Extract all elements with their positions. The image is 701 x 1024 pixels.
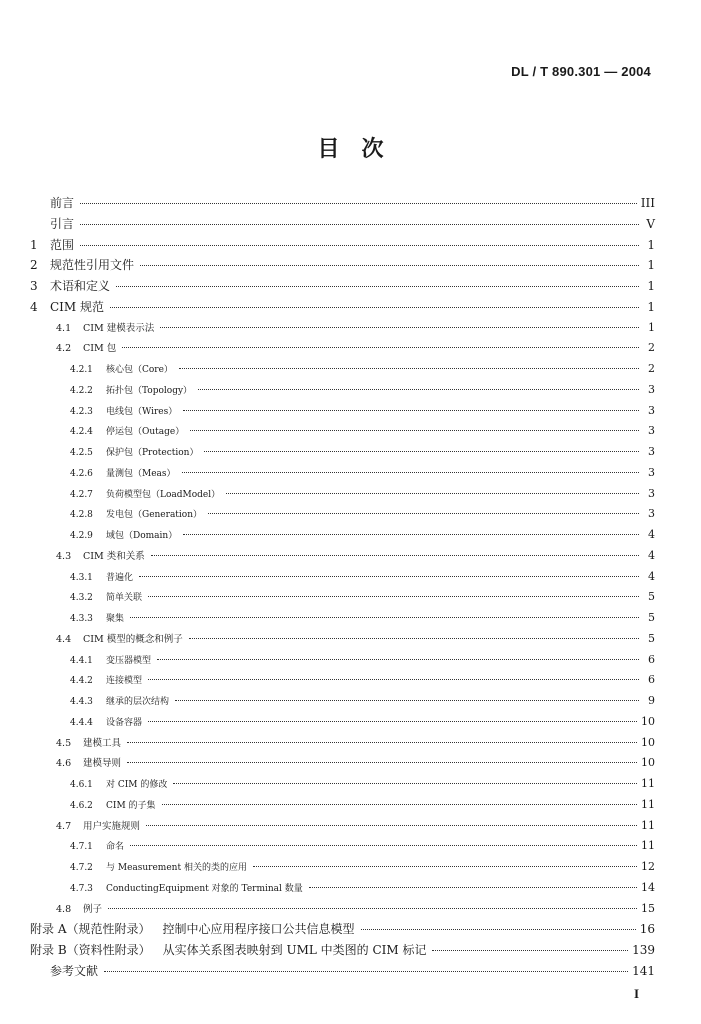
toc-entry[interactable] — [30, 587, 655, 608]
toc-entry[interactable] — [30, 338, 655, 359]
toc-entry-number: 4.4 — [56, 633, 72, 645]
dot-leader — [151, 555, 639, 556]
dot-leader — [204, 451, 639, 452]
dot-leader — [148, 596, 639, 597]
toc-entry-label: 电线包（Wires） — [106, 406, 178, 417]
toc-entry[interactable] — [30, 484, 655, 505]
toc-entry-number: 附录 A（规范性附录） — [30, 922, 151, 937]
toc-entry-page: 6 — [648, 673, 655, 687]
toc-entry-page: 4 — [648, 569, 655, 583]
toc-entry[interactable] — [30, 836, 655, 857]
toc-entry-label: 聚集 — [106, 614, 125, 624]
toc-entry-page: 3 — [648, 465, 655, 479]
toc-entry-number: 4.7 — [56, 820, 72, 832]
dot-leader — [183, 410, 639, 411]
dot-leader — [189, 638, 639, 639]
toc-entry-page: III — [640, 196, 655, 210]
toc-entry-number: 3 — [30, 279, 38, 293]
toc-entry-label: 负荷模型包（LoadModel） — [106, 489, 221, 500]
toc-entry-number: 4.2.5 — [70, 448, 93, 458]
dot-leader — [162, 804, 637, 805]
dot-leader — [130, 845, 637, 846]
toc-entry[interactable] — [30, 359, 655, 380]
toc-entry-page: 3 — [648, 382, 655, 396]
toc-entry-label: 连接模型 — [106, 676, 143, 687]
toc-entry-page: 11 — [641, 818, 655, 832]
toc-entry-number: 4.1 — [56, 322, 72, 334]
toc-entry-label: 量测包（Meas） — [106, 468, 176, 479]
toc-entry-label: CIM 类和关系 — [83, 550, 145, 562]
toc-entry-label: CIM 规范 — [50, 299, 105, 314]
toc-entry-label: 对 CIM 的修改 — [106, 780, 168, 790]
toc-entry-page: 1 — [647, 279, 655, 293]
toc-entry-page: 11 — [641, 839, 655, 853]
toc-entry[interactable] — [30, 380, 655, 401]
toc-entry-page: V — [646, 216, 655, 231]
table-of-contents — [30, 193, 655, 982]
toc-entry-page: 12 — [641, 860, 655, 873]
toc-entry-label: CIM 建模表示法 — [83, 322, 155, 334]
toc-entry-number: 4.3 — [56, 550, 72, 562]
toc-entry-page: 6 — [648, 652, 655, 666]
dot-leader — [183, 534, 639, 535]
toc-entry-page: 5 — [648, 631, 655, 645]
toc-entry-number: 4.6.1 — [70, 780, 93, 790]
toc-entry-number: 2 — [30, 258, 38, 273]
toc-entry-label: 继承的层次结构 — [106, 697, 170, 707]
toc-entry-page: 3 — [648, 445, 655, 458]
toc-entry-number: 4.2 — [56, 343, 72, 355]
toc-entry-page: 10 — [641, 756, 655, 770]
toc-entry-label: 命名 — [106, 842, 125, 853]
toc-entry-label: 参考文献 — [50, 963, 99, 978]
toc-entry-page: 9 — [648, 694, 655, 707]
toc-entry[interactable] — [30, 421, 655, 442]
dot-leader — [157, 659, 639, 660]
toc-entry-label: 核心包（Core） — [106, 365, 173, 375]
toc-entry[interactable] — [30, 235, 655, 256]
toc-entry[interactable] — [30, 297, 655, 318]
toc-entry-page: 11 — [641, 797, 655, 811]
toc-entry[interactable] — [30, 608, 655, 629]
dot-leader — [361, 929, 636, 930]
toc-entry-page: 10 — [641, 714, 655, 728]
dot-leader — [139, 576, 639, 577]
dot-leader — [173, 783, 637, 784]
dot-leader — [432, 950, 628, 951]
toc-entry-page: 5 — [648, 611, 655, 624]
toc-entry[interactable] — [30, 463, 655, 484]
dot-leader — [190, 430, 639, 431]
toc-entry[interactable] — [30, 795, 655, 816]
dot-leader — [179, 368, 639, 369]
toc-entry[interactable] — [30, 816, 655, 837]
dot-leader — [208, 513, 639, 514]
toc-entry-number: 4.2.8 — [70, 510, 93, 521]
dot-leader — [80, 224, 639, 225]
toc-entry-page: 5 — [648, 590, 655, 604]
dot-leader — [226, 493, 639, 494]
toc-entry[interactable] — [30, 878, 655, 899]
toc-entry-label: 变压器模型 — [106, 655, 152, 666]
toc-entry-label: 前言 — [50, 196, 75, 210]
toc-entry-label: 从实体关系图表映射到 UML 中类图的 CIM 标记 — [162, 943, 427, 957]
toc-entry-number: 4.2.3 — [70, 406, 93, 417]
toc-entry-page: 1 — [648, 320, 655, 334]
dot-leader — [116, 286, 639, 287]
toc-entry-number: 4.4.3 — [70, 697, 93, 707]
toc-entry-number: 4.8 — [56, 903, 72, 915]
toc-entry-label: 用户实施规则 — [83, 820, 141, 832]
toc-entry[interactable] — [30, 774, 655, 795]
toc-entry[interactable] — [30, 255, 655, 276]
dot-leader — [253, 866, 637, 867]
toc-entry[interactable] — [30, 629, 655, 650]
toc-entry-label: ConductingEquipment 对象的 Terminal 数量 — [106, 883, 303, 894]
toc-entry[interactable] — [30, 567, 655, 588]
page-number: I — [633, 986, 639, 1001]
toc-entry-number: 4.6 — [56, 758, 72, 770]
toc-entry-label: CIM 包 — [83, 343, 117, 355]
toc-entry-number: 4.7.2 — [70, 863, 93, 873]
toc-entry-page: 4 — [648, 528, 655, 541]
toc-entry-page: 3 — [648, 486, 655, 500]
toc-entry-label: 域包（Domain） — [106, 531, 178, 541]
toc-entry[interactable] — [30, 442, 655, 463]
dot-leader — [198, 389, 639, 390]
toc-entry-label: 保护包（Protection） — [106, 448, 199, 458]
toc-entry-label: 引言 — [50, 216, 75, 231]
toc-entry[interactable] — [30, 940, 655, 961]
toc-entry[interactable] — [30, 504, 655, 525]
toc-entry-label: 发电包（Generation） — [106, 510, 203, 521]
toc-entry[interactable] — [30, 712, 655, 733]
toc-entry-label: 控制中心应用程序接口公共信息模型 — [162, 922, 355, 937]
toc-entry-number: 4.2.9 — [70, 531, 93, 541]
toc-entry-number: 1 — [30, 237, 38, 252]
standard-code: DL / T 890.301 — 2004 — [511, 64, 651, 79]
dot-leader — [127, 762, 637, 763]
toc-entry[interactable] — [30, 857, 655, 878]
toc-entry[interactable] — [30, 193, 655, 214]
toc-entry-label: 术语和定义 — [50, 279, 111, 293]
toc-entry-label: 建模工具 — [83, 737, 122, 749]
toc-entry-number: 4.2.1 — [70, 365, 93, 375]
dot-leader — [127, 742, 637, 743]
toc-entry-page: 2 — [648, 362, 655, 375]
dot-leader — [108, 908, 637, 909]
toc-entry-page: 1 — [647, 258, 655, 273]
toc-entry[interactable] — [30, 401, 655, 422]
dot-leader — [122, 347, 639, 348]
toc-entry-number: 4.3.3 — [70, 614, 93, 624]
toc-entry-page: 16 — [639, 922, 655, 937]
toc-entry-page: 1 — [647, 299, 655, 314]
toc-entry[interactable] — [30, 919, 655, 940]
toc-entry-number: 4.3.2 — [70, 593, 93, 604]
toc-entry-label: 停运包（Outage） — [106, 427, 185, 438]
toc-entry-page: 4 — [648, 548, 655, 562]
toc-entry-page: 139 — [632, 943, 655, 957]
toc-entry-page: 15 — [641, 901, 655, 915]
toc-entry-number: 4.7.1 — [70, 842, 93, 853]
toc-entry-number: 4.2.7 — [70, 489, 93, 500]
toc-entry-number: 4.4.4 — [70, 717, 93, 728]
toc-entry[interactable] — [30, 276, 655, 297]
dot-leader — [146, 825, 637, 826]
toc-entry-label: 与 Measurement 相关的类的应用 — [106, 863, 247, 873]
page-title: 目 次 — [317, 137, 384, 162]
dot-leader — [104, 971, 628, 972]
toc-entry[interactable] — [30, 525, 655, 546]
toc-entry-number: 4.4.2 — [70, 676, 93, 687]
toc-entry-number: 附录 B（资料性附录） — [30, 943, 151, 957]
toc-entry-label: CIM 的子集 — [106, 800, 156, 811]
toc-entry-number: 4.2.2 — [70, 385, 93, 396]
toc-entry-number: 4.6.2 — [70, 800, 93, 811]
toc-entry[interactable] — [30, 546, 655, 567]
toc-entry-label: 建模导则 — [83, 758, 122, 770]
toc-entry-label: 普遍化 — [106, 572, 134, 583]
dot-leader — [309, 887, 637, 888]
dot-leader — [175, 700, 639, 701]
toc-entry-label: 范围 — [50, 237, 75, 252]
toc-entry-page: 11 — [641, 777, 655, 790]
toc-entry-page: 1 — [647, 237, 655, 252]
dot-leader — [110, 307, 639, 308]
toc-entry[interactable] — [30, 691, 655, 712]
toc-entry-number: 4.2.6 — [70, 468, 93, 479]
toc-entry[interactable] — [30, 670, 655, 691]
toc-entry-number: 4 — [30, 299, 38, 314]
dot-leader — [148, 721, 637, 722]
toc-entry[interactable] — [30, 214, 655, 235]
toc-entry-label: 规范性引用文件 — [50, 258, 135, 273]
toc-entry-page: 10 — [641, 735, 655, 749]
toc-entry[interactable] — [30, 318, 655, 339]
toc-entry[interactable] — [30, 753, 655, 774]
toc-entry-page: 2 — [648, 341, 655, 355]
toc-entry[interactable] — [30, 961, 655, 982]
dot-leader — [182, 472, 639, 473]
toc-entry-page: 3 — [648, 403, 655, 417]
dot-leader — [148, 679, 639, 680]
toc-entry[interactable] — [30, 733, 655, 754]
toc-entry-label: 拓扑包（Topology） — [106, 385, 193, 396]
dot-leader — [80, 203, 637, 204]
toc-entry-label: 例子 — [83, 903, 103, 915]
dot-leader — [160, 327, 639, 328]
dot-leader — [130, 617, 639, 618]
toc-entry-number: 4.5 — [56, 737, 72, 749]
toc-entry-label: 设备容器 — [106, 717, 143, 728]
toc-entry-number: 4.3.1 — [70, 572, 93, 583]
toc-entry-page: 14 — [641, 880, 655, 894]
toc-entry-page: 3 — [648, 424, 655, 438]
toc-entry[interactable] — [30, 899, 655, 920]
toc-entry-label: CIM 模型的概念和例子 — [83, 633, 183, 645]
toc-entry-number: 4.2.4 — [70, 427, 93, 438]
dot-leader — [80, 245, 639, 246]
toc-entry-number: 4.7.3 — [70, 883, 93, 894]
toc-entry-page: 3 — [648, 507, 655, 521]
dot-leader — [140, 265, 639, 266]
toc-entry-label: 简单关联 — [106, 593, 143, 604]
toc-entry-page: 141 — [632, 963, 655, 978]
toc-entry[interactable] — [30, 650, 655, 671]
toc-entry-number: 4.4.1 — [70, 655, 93, 666]
